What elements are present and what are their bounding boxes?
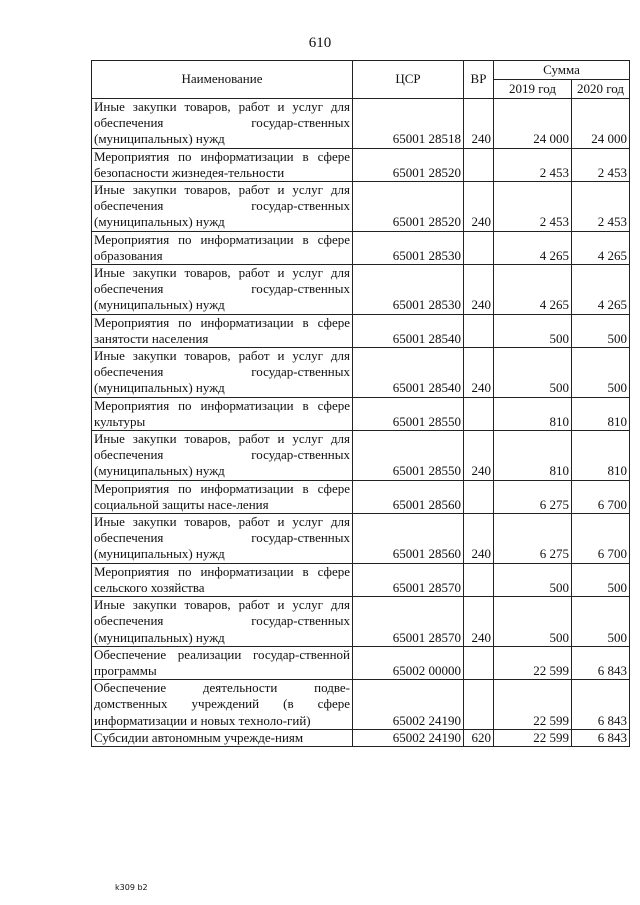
table-row (92, 729, 630, 746)
table-row (92, 348, 630, 398)
table-row (92, 265, 630, 315)
header-sum: Сумма (494, 61, 630, 80)
row-sum-2020-cell: 24 000 (572, 99, 630, 149)
row-csr-cell: 65001 28540 (353, 348, 464, 398)
row-sum-2019-cell: 24 000 (494, 99, 572, 149)
row-csr-cell: 65002 24190 (353, 729, 464, 746)
row-sum-2020-cell: 500 (572, 563, 630, 596)
row-sum-2020-cell: 500 (572, 348, 630, 398)
row-sum-2019-cell: 2 453 (494, 148, 572, 181)
header-name: Наименование (92, 61, 353, 99)
row-csr-cell: 65001 28570 (353, 563, 464, 596)
budget-table (91, 60, 630, 747)
row-name-cell: Иные закупки товаров, работ и услуг для обеспечения государ-ственных (муниципальных) нужд (92, 431, 353, 481)
row-sum-2020-cell: 500 (572, 314, 630, 347)
row-csr-cell: 65001 28518 (353, 99, 464, 149)
row-sum-2019-cell: 810 (494, 397, 572, 430)
table-row (92, 646, 630, 679)
table-row (92, 480, 630, 513)
row-sum-2019-cell: 500 (494, 563, 572, 596)
row-sum-2019-cell: 500 (494, 348, 572, 398)
table-row (92, 314, 630, 347)
row-name-cell: Иные закупки товаров, работ и услуг для обеспечения государ-ственных (муниципальных) нужд (92, 597, 353, 647)
row-sum-2020-cell: 4 265 (572, 265, 630, 315)
row-vr-cell (464, 646, 494, 679)
row-csr-cell: 65001 28530 (353, 231, 464, 264)
row-vr-cell (464, 231, 494, 264)
row-vr-cell: 240 (464, 514, 494, 564)
row-csr-cell: 65001 28520 (353, 148, 464, 181)
row-csr-cell: 65001 28560 (353, 514, 464, 564)
row-vr-cell: 240 (464, 431, 494, 481)
row-sum-2019-cell: 4 265 (494, 231, 572, 264)
table-row (92, 182, 630, 232)
row-sum-2020-cell: 2 453 (572, 148, 630, 181)
row-csr-cell: 65001 28550 (353, 397, 464, 430)
table-row (92, 514, 630, 564)
row-sum-2019-cell: 6 275 (494, 480, 572, 513)
row-sum-2019-cell: 500 (494, 314, 572, 347)
footer-code: k309 b2 (115, 883, 148, 892)
row-name-cell: Иные закупки товаров, работ и услуг для обеспечения государ-ственных (муниципальных) нужд (92, 182, 353, 232)
row-vr-cell: 240 (464, 99, 494, 149)
row-sum-2020-cell: 810 (572, 431, 630, 481)
row-csr-cell: 65001 28540 (353, 314, 464, 347)
row-sum-2019-cell: 810 (494, 431, 572, 481)
row-csr-cell: 65001 28530 (353, 265, 464, 315)
table-row (92, 148, 630, 181)
row-name-cell: Иные закупки товаров, работ и услуг для обеспечения государ-ственных (муниципальных) нужд (92, 265, 353, 315)
header-2019: 2019 год (494, 80, 572, 99)
table-row (92, 680, 630, 730)
row-name-cell: Мероприятия по информатизации в сфере социальной защиты насе-ления (92, 480, 353, 513)
header-csr: ЦСР (353, 61, 464, 99)
row-name-cell: Мероприятия по информатизации в сфере культуры (92, 397, 353, 430)
row-vr-cell (464, 680, 494, 730)
row-vr-cell (464, 480, 494, 513)
row-name-cell: Мероприятия по информатизации в сфере безопасности жизнедея-тельности (92, 148, 353, 181)
row-sum-2019-cell: 22 599 (494, 646, 572, 679)
row-vr-cell: 240 (464, 597, 494, 647)
row-name-cell: Мероприятия по информатизации в сфере образования (92, 231, 353, 264)
row-vr-cell (464, 397, 494, 430)
table-row (92, 597, 630, 647)
row-csr-cell: 65002 00000 (353, 646, 464, 679)
row-csr-cell: 65002 24190 (353, 680, 464, 730)
row-csr-cell: 65001 28560 (353, 480, 464, 513)
row-vr-cell: 240 (464, 348, 494, 398)
table-row (92, 231, 630, 264)
header-2020: 2020 год (572, 80, 630, 99)
row-name-cell: Иные закупки товаров, работ и услуг для обеспечения государ-ственных (муниципальных) нужд (92, 348, 353, 398)
row-name-cell: Иные закупки товаров, работ и услуг для обеспечения государ-ственных (муниципальных) нужд (92, 514, 353, 564)
row-csr-cell: 65001 28520 (353, 182, 464, 232)
row-vr-cell: 240 (464, 265, 494, 315)
row-vr-cell (464, 314, 494, 347)
row-sum-2019-cell: 22 599 (494, 680, 572, 730)
row-csr-cell: 65001 28570 (353, 597, 464, 647)
row-name-cell: Обеспечение реализации государ-ственной программы (92, 646, 353, 679)
table-row (92, 397, 630, 430)
row-sum-2020-cell: 500 (572, 597, 630, 647)
row-sum-2019-cell: 22 599 (494, 729, 572, 746)
row-name-cell: Обеспечение деятельности подве-домственных учреждений (в сфере информатизации и новых техноло-гий) (92, 680, 353, 730)
row-vr-cell (464, 563, 494, 596)
row-sum-2020-cell: 2 453 (572, 182, 630, 232)
row-sum-2019-cell: 2 453 (494, 182, 572, 232)
row-sum-2019-cell: 500 (494, 597, 572, 647)
row-sum-2020-cell: 6 700 (572, 514, 630, 564)
row-sum-2020-cell: 6 700 (572, 480, 630, 513)
row-name-cell: Мероприятия по информатизации в сфере занятости населения (92, 314, 353, 347)
row-name-cell: Субсидии автономным учрежде-ниям (92, 729, 353, 746)
row-name-cell: Мероприятия по информатизации в сфере сельского хозяйства (92, 563, 353, 596)
table-row (92, 563, 630, 596)
table-row (92, 99, 630, 149)
row-vr-cell (464, 148, 494, 181)
row-sum-2020-cell: 6 843 (572, 680, 630, 730)
row-csr-cell: 65001 28550 (353, 431, 464, 481)
table-body (92, 99, 630, 747)
table-row (92, 431, 630, 481)
row-sum-2020-cell: 4 265 (572, 231, 630, 264)
row-vr-cell: 620 (464, 729, 494, 746)
row-name-cell: Иные закупки товаров, работ и услуг для обеспечения государ-ственных (муниципальных) нужд (92, 99, 353, 149)
header-vr: ВР (464, 61, 494, 99)
row-sum-2019-cell: 6 275 (494, 514, 572, 564)
row-sum-2019-cell: 4 265 (494, 265, 572, 315)
row-vr-cell: 240 (464, 182, 494, 232)
row-sum-2020-cell: 6 843 (572, 729, 630, 746)
row-sum-2020-cell: 810 (572, 397, 630, 430)
page-number: 610 (308, 35, 332, 51)
row-sum-2020-cell: 6 843 (572, 646, 630, 679)
